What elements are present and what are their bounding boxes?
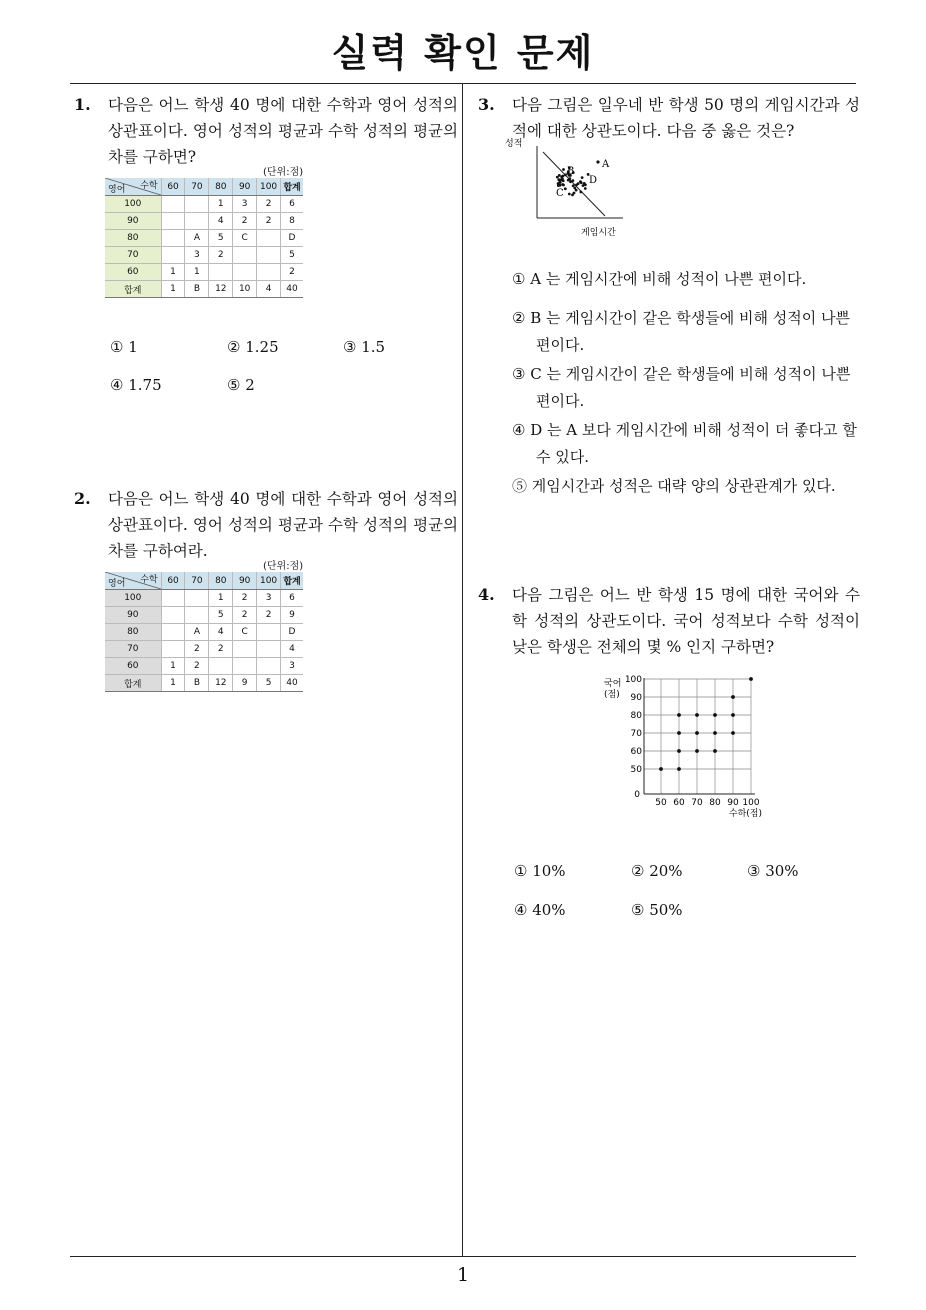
column-divider	[462, 83, 463, 1257]
correlation-table-2	[105, 572, 303, 692]
table-cell: 2	[257, 213, 281, 230]
table-cell: 2	[233, 590, 257, 607]
table-row	[105, 641, 303, 658]
table-cell: 1	[161, 675, 185, 692]
table-cell	[257, 247, 281, 264]
chart-point	[677, 749, 681, 753]
table-cell	[257, 230, 281, 247]
table-row-label: 합계	[105, 281, 161, 298]
table-row-label: 80	[105, 230, 161, 247]
table-cell	[185, 213, 209, 230]
table-column-header: 100	[257, 572, 281, 590]
table-row-label: 합계	[105, 675, 161, 692]
figure-dot	[584, 183, 587, 186]
question-1	[74, 92, 458, 170]
table-cell: 3	[185, 247, 209, 264]
table-cell: 1	[209, 196, 233, 213]
table-cell: C	[233, 624, 257, 641]
point-a-dot	[596, 160, 599, 163]
table-row	[105, 213, 303, 230]
point-label-a: A	[602, 159, 610, 170]
figure-dot	[564, 187, 567, 190]
question-text: 다음 그림은 어느 반 학생 15 명에 대한 국어와 수학 성적의 상관도이다. 국어 성적보다 수학 성적이 낮은 학생은 전체의 몇 % 인지 구하면?	[512, 586, 860, 656]
option-4[interactable]: ④ 40%	[514, 901, 566, 919]
table-cell: A	[185, 230, 209, 247]
table-row-label: 100	[105, 590, 161, 607]
chart-y-tick-label: 50	[630, 765, 642, 775]
chart-point	[677, 731, 681, 735]
table-column-header: 80	[209, 572, 233, 590]
table-row-label: 70	[105, 641, 161, 658]
table-cell	[233, 641, 257, 658]
table-cell: 4	[281, 641, 303, 658]
table-cell	[185, 607, 209, 624]
table-cell	[161, 624, 185, 641]
chart-x-tick-label: 50	[655, 798, 667, 808]
figure-dot	[568, 193, 571, 196]
table-cell	[233, 658, 257, 675]
point-label-d: D	[589, 175, 598, 186]
table-cell: 5	[257, 675, 281, 692]
chart-x-tick-label: 90	[727, 798, 739, 808]
table-cell	[257, 264, 281, 281]
table-row-label: 80	[105, 624, 161, 641]
row-header-label: 영어	[108, 579, 126, 589]
table-cell: 4	[209, 624, 233, 641]
question-text: 다음은 어느 학생 40 명에 대한 수학과 영어 성적의 상관표이다. 영어 성적의 평균과 수학 성적의 평균의 차를 구하면?	[108, 96, 458, 166]
table-cell: 3	[257, 590, 281, 607]
option-1[interactable]: ① A 는 게임시간에 비해 성적이 나쁜 편이다.	[512, 270, 807, 288]
figure-dot	[569, 180, 572, 183]
chart-origin-label: 0	[634, 790, 640, 800]
table-cell: 2	[257, 607, 281, 624]
figure-x-label: 게임시간	[581, 228, 616, 238]
table-cell: 12	[209, 675, 233, 692]
table-row-label: 90	[105, 607, 161, 624]
chart-point	[677, 713, 681, 717]
table-row	[105, 624, 303, 641]
chart-y-tick-label: 90	[630, 693, 642, 703]
table-cell: 3	[281, 658, 303, 675]
question-number: 4.	[478, 585, 495, 604]
table-cell	[257, 641, 281, 658]
correlation-table-1	[105, 178, 303, 298]
option-5[interactable]: ⑤ 2	[227, 376, 255, 394]
table-cell: 2	[257, 196, 281, 213]
figure-dot	[573, 187, 576, 190]
figure-dot	[572, 179, 575, 182]
table-column-header: 70	[185, 178, 209, 196]
table-corner	[105, 178, 161, 196]
table-cell: 2	[233, 607, 257, 624]
table-cell: 3	[233, 196, 257, 213]
table-cell	[233, 264, 257, 281]
option-1[interactable]: ① 10%	[514, 862, 566, 880]
question-number: 3.	[478, 95, 495, 114]
chart-x-tick-label: 60	[673, 798, 685, 808]
table-cell	[257, 624, 281, 641]
table-cell	[161, 196, 185, 213]
table-column-header: 90	[233, 572, 257, 590]
chart-point	[749, 677, 753, 681]
figure-dot	[571, 194, 574, 197]
chart-point	[695, 749, 699, 753]
table-cell: 2	[281, 264, 303, 281]
chart-point	[659, 767, 663, 771]
table-column-header: 100	[257, 178, 281, 196]
table-cell: A	[185, 624, 209, 641]
table-row-label: 100	[105, 196, 161, 213]
table-column-header: 80	[209, 178, 233, 196]
table-row	[105, 590, 303, 607]
question-text: 다음은 어느 학생 40 명에 대한 수학과 영어 성적의 상관표이다. 영어 성적의 평균과 수학 성적의 평균의 차를 구하여라.	[108, 490, 458, 560]
option-2[interactable]: ② 1.25	[227, 338, 279, 356]
column-header-label: 수학	[140, 575, 158, 585]
figure-dot	[567, 179, 570, 182]
option-3[interactable]: ③ 1.5	[343, 338, 386, 356]
header-divider	[70, 83, 856, 84]
figure-dot	[562, 179, 565, 182]
figure-dot	[560, 175, 563, 178]
table-cell: 4	[257, 281, 281, 298]
table-row	[105, 247, 303, 264]
table-column-header: 90	[233, 178, 257, 196]
table-row-label: 90	[105, 213, 161, 230]
table-cell: 2	[209, 641, 233, 658]
figure-dot	[580, 181, 583, 184]
row-header-label: 영어	[108, 185, 126, 195]
question-4	[478, 582, 860, 660]
figure-dot	[580, 191, 583, 194]
table-cell: 6	[281, 590, 303, 607]
chart-x-tick-label: 100	[742, 798, 760, 808]
table-cell: 2	[209, 247, 233, 264]
table-cell: 4	[209, 213, 233, 230]
table-cell: D	[281, 624, 303, 641]
table-cell: 5	[209, 230, 233, 247]
table-cell: 10	[233, 281, 257, 298]
option-2[interactable]: ② B 는 게임시간이 같은 학생들에 비해 성적이 나쁜 편이다.	[512, 309, 850, 354]
chart-point	[731, 731, 735, 735]
question-number: 1.	[74, 95, 91, 114]
figure-y-label: 성적	[505, 139, 523, 149]
option-5[interactable]: ⑤ 게임시간과 성적은 대략 양의 상관관계가 있다.	[512, 477, 836, 495]
option-4[interactable]: ④ 1.75	[110, 376, 162, 394]
table-cell	[185, 196, 209, 213]
option-2[interactable]: ② 20%	[631, 862, 683, 880]
table-column-header: 70	[185, 572, 209, 590]
table-cell: B	[185, 281, 209, 298]
table-cell	[161, 607, 185, 624]
chart-point	[713, 749, 717, 753]
table-column-header: 합계	[281, 178, 303, 196]
table-cell: 6	[281, 196, 303, 213]
chart-point	[677, 767, 681, 771]
table-cell: B	[185, 675, 209, 692]
table-cell	[161, 641, 185, 658]
korean-math-scatter-chart	[598, 672, 770, 818]
table-cell: 8	[281, 213, 303, 230]
footer-divider	[70, 1256, 856, 1257]
unit-label: (단위:점)	[263, 561, 304, 572]
option-4[interactable]: ④ D 는 A 보다 게임시간에 비해 성적이 더 좋다고 할 수 있다.	[512, 421, 857, 466]
chart-point	[713, 731, 717, 735]
table-cell: 1	[161, 281, 185, 298]
table-cell: 5	[281, 247, 303, 264]
table-cell: 5	[209, 607, 233, 624]
table-cell	[209, 658, 233, 675]
question-3-options	[512, 266, 857, 502]
table-row-label: 70	[105, 247, 161, 264]
question-2	[74, 486, 458, 564]
option-3[interactable]: ③ 30%	[747, 862, 799, 880]
point-label-c: C	[556, 188, 564, 199]
table-column-header: 60	[161, 178, 185, 196]
figure-dot	[562, 168, 565, 171]
option-1[interactable]: ① 1	[110, 338, 138, 356]
table-cell: 9	[281, 607, 303, 624]
chart-x-tick-label: 70	[691, 798, 703, 808]
table-total-row	[105, 675, 303, 692]
game-time-scatter-figure	[505, 136, 635, 240]
table-cell: 9	[233, 675, 257, 692]
table-column-header: 합계	[281, 572, 303, 590]
chart-y-tick-label: 60	[630, 747, 642, 757]
figure-dot	[562, 184, 565, 187]
table-cell	[233, 247, 257, 264]
chart-y-tick-label: 100	[624, 675, 642, 685]
table-cell	[161, 213, 185, 230]
table-row-label: 60	[105, 264, 161, 281]
table-cell: 2	[185, 641, 209, 658]
table-row	[105, 196, 303, 213]
table-cell: 1	[161, 658, 185, 675]
page-number: 1	[456, 1264, 470, 1286]
page-title: 실력 확인 문제	[331, 31, 595, 75]
table-cell: 2	[185, 658, 209, 675]
chart-y-tick-label: 70	[630, 729, 642, 739]
table-cell: 40	[281, 675, 303, 692]
figure-dot	[577, 182, 580, 185]
table-cell	[161, 590, 185, 607]
column-header-label: 수학	[140, 181, 158, 191]
figure-dot	[581, 176, 584, 179]
table-cell: 1	[209, 590, 233, 607]
chart-y-tick-label: 80	[630, 711, 642, 721]
question-text: 다음 그림은 일우네 반 학생 50 명의 게임시간과 성적에 대한 상관도이다. 다음 중 옳은 것은?	[512, 96, 860, 140]
table-column-header: 60	[161, 572, 185, 590]
figure-dot	[584, 187, 587, 190]
chart-point	[731, 695, 735, 699]
table-row	[105, 264, 303, 281]
option-3[interactable]: ③ C 는 게임시간이 같은 학생들에 비해 성적이 나쁜 편이다.	[512, 365, 851, 410]
table-total-row	[105, 281, 303, 298]
chart-point	[695, 713, 699, 717]
table-cell: 1	[161, 264, 185, 281]
table-cell: 12	[209, 281, 233, 298]
table-cell: 2	[233, 213, 257, 230]
table-cell	[257, 658, 281, 675]
question-number: 2.	[74, 489, 91, 508]
chart-x-tick-label: 80	[709, 798, 721, 808]
unit-label: (단위:점)	[263, 167, 304, 178]
table-cell	[185, 590, 209, 607]
table-cell: 40	[281, 281, 303, 298]
chart-point	[731, 713, 735, 717]
table-row-label: 60	[105, 658, 161, 675]
chart-point	[713, 713, 717, 717]
table-cell	[161, 247, 185, 264]
table-corner	[105, 572, 161, 590]
table-cell	[209, 264, 233, 281]
chart-point	[695, 731, 699, 735]
table-row	[105, 607, 303, 624]
table-row	[105, 230, 303, 247]
chart-y-axis-label: 국어 (점)	[604, 679, 622, 700]
figure-dot	[556, 176, 559, 179]
option-5[interactable]: ⑤ 50%	[631, 901, 683, 919]
table-cell	[161, 230, 185, 247]
table-cell: C	[233, 230, 257, 247]
table-cell: 1	[185, 264, 209, 281]
chart-x-axis-label: 수하(점)	[728, 809, 762, 818]
figure-dot	[559, 180, 562, 183]
point-label-b: B	[567, 166, 575, 177]
table-cell: D	[281, 230, 303, 247]
table-row	[105, 658, 303, 675]
